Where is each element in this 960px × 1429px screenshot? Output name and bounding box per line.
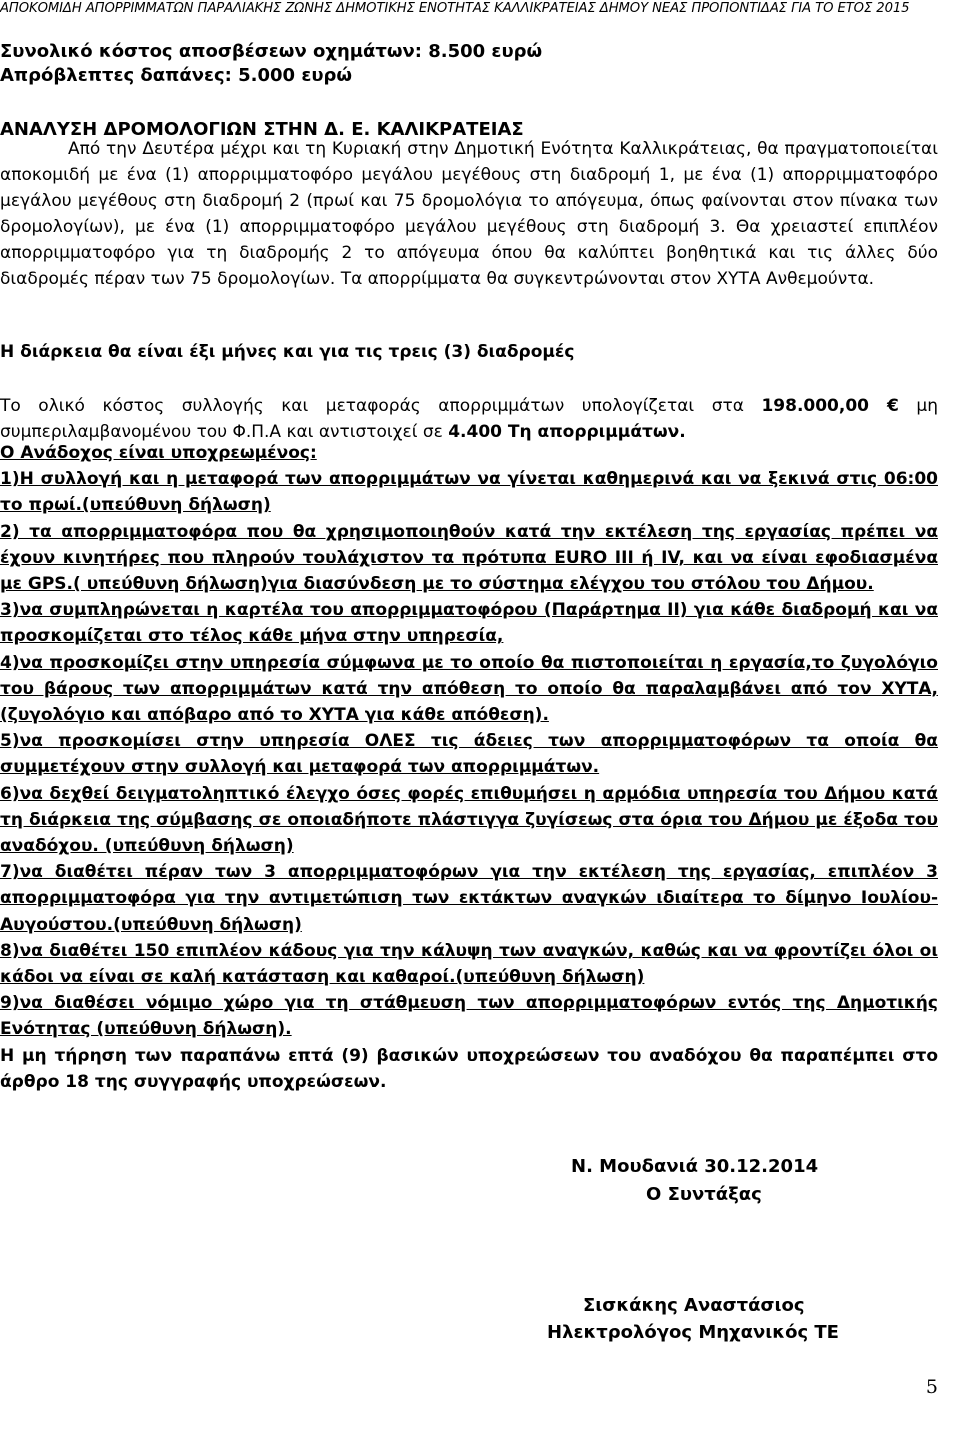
obligation-6: 6)να δεχθεί δειγματοληπτικό έλεγχο όσες φορές επιθυμήσει η αρμόδια υπηρεσία του Δήμου κατά τη διάρκεια της σύμβασης σε οποιαδήποτε πλάστιγγα ζυγίσεως στα όρια του Δήμου με έξοδα του αναδόχου. (υπεύθυνη δήλωση)	[0, 783, 938, 857]
obligation-7: 7)να διαθέτει πέραν των 3 απορριμματοφόρων για την εκτέλεση της εργασίας, επιπλέον 3 απορριμματοφόρα για την αντιμετώπιση των εκτάκτων αναγκών ιδιαίτερα το δίμηνο Ιουλίου-Αυγούστου.(υπεύθυνη δήλωση)	[0, 862, 938, 935]
obligations-section	[0, 440, 938, 1095]
route-analysis-paragraph: Από την Δευτέρα μέχρι και τη Κυριακή στην Δημοτική Ενότητα Καλλικράτειας, θα πραγματοποιείται αποκομιδή με ένα (1) απορριμματοφόρο μεγάλου μεγέθους στη διαδρομή 1, με ένα (1) απορριμματοφόρο μεγάλου μεγέθους στη διαδρομή 2 (πρωί και 75 δρομολόγια το απόγευμα, όπως φαίνονται στον πίνακα των δρομολογίων), με ένα (1) απορριμματοφόρο μεγάλου μεγέθους στη διαδρομή 3. Θα χρειαστεί επιπλέον απορριμματοφόρο για τη διαδρομής 2 το απόγευμα όπου θα καλύπτει βοηθητικά και τις άλλες δύο διαδρομές πέραν των 75 δρομολογίων. Τα απορρίμματα θα συγκεντρώνονται στον ΧΥΤΑ Ανθεμούντα.	[0, 139, 938, 289]
page-number: 5	[925, 1376, 938, 1398]
obligation-3: 3)να συμπληρώνεται η καρτέλα του απορριμματοφόρου (Παράρτημα ΙΙ) για κάθε διαδρομή και να προσκομίζεται στο τέλος κάθε μήνα στην υπηρεσία,	[0, 600, 938, 647]
euro-symbol: €	[887, 396, 899, 416]
unforeseen-expenses: Απρόβλεπτες δαπάνες: 5.000 ευρώ	[0, 65, 353, 86]
obligation-5: 5)να προσκομίσει στην υπηρεσία ΟΛΕΣ τις άδειες των απορριμματοφόρων τα οποία θα συμμετέχουν στην συλλογή και μεταφορά των απορριμμάτων.	[0, 731, 938, 778]
contract-duration: Η διάρκεια θα είναι έξι μήνες και για τις τρεις (3) διαδρομές	[0, 342, 575, 362]
total-cost-text-before: Το ολικό κόστος συλλογής και μεταφοράς απορριμμάτων υπολογίζεται στα	[0, 396, 762, 416]
total-cost-amount: 198.000,00	[761, 396, 869, 416]
vehicle-depreciation-cost: Συνολικό κόστος αποσβέσεων οχημάτων: 8.500 ευρώ	[0, 41, 543, 62]
contractor-heading: Ο Ανάδοχος είναι υποχρεωμένος:	[0, 443, 317, 463]
document-header: ΑΠΟΚΟΜΙΔΗ ΑΠΟΡΡΙΜΜΑΤΩΝ ΠΑΡΑΛΙΑΚΗΣ ΖΩΝΗΣ ΔΗΜΟΤΙΚΗΣ ΕΝΟΤΗΤΑΣ ΚΑΛΛΙΚΡΑΤΕΙΑΣ ΔΗΜΟΥ ΝΕΑΣ ΠΡΟΠΟΝΤΙΔΑΣ ΓΙΑ ΤΟ ΕΤΟΣ 2015	[0, 1, 910, 16]
total-cost-paragraph	[0, 393, 938, 445]
author-title: Ο Συντάξας	[646, 1184, 762, 1205]
place-date: Ν. Μουδανιά 30.12.2014	[571, 1156, 819, 1177]
signatory-role: Ηλεκτρολόγος Μηχανικός ΤΕ	[547, 1322, 839, 1343]
section-title: ΑΝΑΛΥΣΗ ΔΡΟΜΟΛΟΓΙΩΝ ΣΤΗΝ Δ. Ε. ΚΑΛΙΚΡΑΤΕΙΑΣ	[0, 119, 524, 140]
non-compliance-note: Η μη τήρηση των παραπάνω επτά (9) βασικών υποχρεώσεων του αναδόχου θα παραπέμπει στο άρθρο 18 της συγγραφής υποχρεώσεων.	[0, 1045, 938, 1092]
obligation-1: 1)Η συλλογή και η μεταφορά των απορριμμάτων να γίνεται καθημερινά και να ξεκινά στις 06:00 το πρωί.(υπεύθυνη δήλωση)	[0, 469, 938, 516]
obligation-8: 8)να διαθέτει 150 επιπλέον κάδους για την κάλυψη των αναγκών, καθώς και να φροντίζει όλοι οι κάδοι να είναι σε καλή κατάσταση και καθαροί.(υπεύθυνη δήλωση)	[0, 940, 938, 988]
waste-tonnage: 4.400 Τη απορριμμάτων.	[448, 422, 686, 442]
obligation-4: 4)να προσκομίζει στην υπηρεσία σύμφωνα με το οποίο θα πιστοποιείται η εργασία,το ζυγολόγιο του βάρους των απορριμμάτων κατά την απόθεση το οποίο θα παραλαμβάνει από τον ΧΥΤΑ, (ζυγολόγιο και απόβαρο από το ΧΥΤΑ για κάθε απόθεση).	[0, 652, 938, 726]
total-cost-text-middle: μη συμπεριλαμβανομένου του Φ.Π.Α και αντιστοιχεί σε	[0, 396, 939, 442]
obligation-9: 9)να διαθέσει νόμιμο χώρο για τη στάθμευση των απορριμματοφόρων εντός της Δημοτικής Ενότητας (υπεύθυνη δήλωση).	[0, 993, 938, 1040]
signatory-name: Σισκάκης Αναστάσιος	[583, 1295, 805, 1316]
obligation-2: 2) τα απορριμματοφόρα που θα χρησιμοποιηθούν κατά την εκτέλεση της εργασίας πρέπει να έχουν κινητήρες που πληρούν τουλάχιστον τα πρότυπα EURO III ή IV, και να είναι εφοδιασμένα με GPS.( υπεύθυνη δήλωση)για διασύνδεση με το σύστημα ελέγχου του στόλου του Δήμου.	[0, 521, 938, 595]
